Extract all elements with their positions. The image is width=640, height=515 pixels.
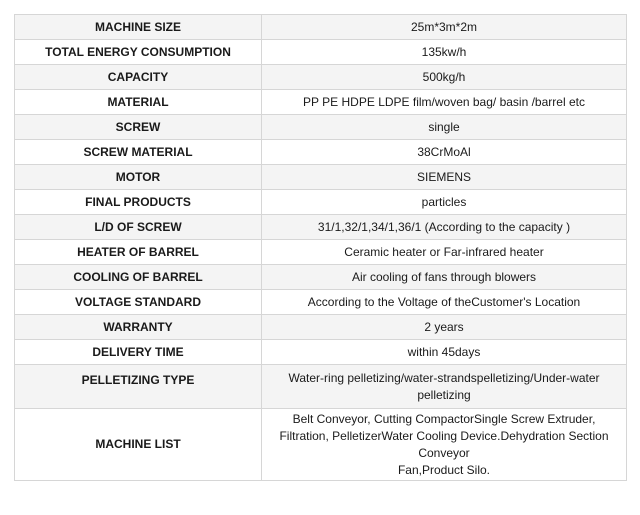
spec-key: HEATER OF BARREL [15,240,262,265]
spec-value: Belt Conveyor, Cutting CompactorSingle Screw Extruder, Filtration, PelletizerWater Cooling Device.Dehydration Section Conveyor Fan,Product Silo. [262,409,627,481]
table-row [15,315,627,340]
table-row [15,365,627,409]
spec-key: MACHINE LIST [15,409,262,481]
table-row [15,65,627,90]
spec-value: 135kw/h [262,40,627,65]
spec-value: 31/1,32/1,34/1,36/1 (According to the capacity ) [262,215,627,240]
spec-key: VOLTAGE STANDARD [15,290,262,315]
table-row [15,265,627,290]
spec-key: MOTOR [15,165,262,190]
table-row [15,190,627,215]
spec-value: Water-ring pelletizing/water-strandspelletizing/Under-water pelletizing [262,365,627,409]
spec-key: SCREW MATERIAL [15,140,262,165]
spec-value: SIEMENS [262,165,627,190]
table-row [15,409,627,481]
spec-key: WARRANTY [15,315,262,340]
table-row [15,290,627,315]
spec-key: MACHINE SIZE [15,15,262,40]
spec-key: L/D OF SCREW [15,215,262,240]
spec-key: DELIVERY TIME [15,340,262,365]
spec-key: MATERIAL [15,90,262,115]
table-row [15,215,627,240]
table-row [15,165,627,190]
spec-value: 25m*3m*2m [262,15,627,40]
spec-key: COOLING OF BARREL [15,265,262,290]
spec-value: within 45days [262,340,627,365]
spec-value: single [262,115,627,140]
spec-key: CAPACITY [15,65,262,90]
spec-value: Air cooling of fans through blowers [262,265,627,290]
table-row [15,340,627,365]
spec-value: PP PE HDPE LDPE film/woven bag/ basin /barrel etc [262,90,627,115]
spec-value: According to the Voltage of theCustomer's Location [262,290,627,315]
table-row [15,140,627,165]
table-row [15,90,627,115]
spec-value: particles [262,190,627,215]
spec-table [14,14,627,481]
spec-key: FINAL PRODUCTS [15,190,262,215]
table-row [15,240,627,265]
spec-key: SCREW [15,115,262,140]
spec-value: 38CrMoAl [262,140,627,165]
spec-key: TOTAL ENERGY CONSUMPTION [15,40,262,65]
table-row [15,115,627,140]
spec-value: 500kg/h [262,65,627,90]
spec-key: PELLETIZING TYPE [15,365,262,409]
table-row [15,40,627,65]
spec-value: 2 years [262,315,627,340]
spec-value: Ceramic heater or Far-infrared heater [262,240,627,265]
table-row [15,15,627,40]
